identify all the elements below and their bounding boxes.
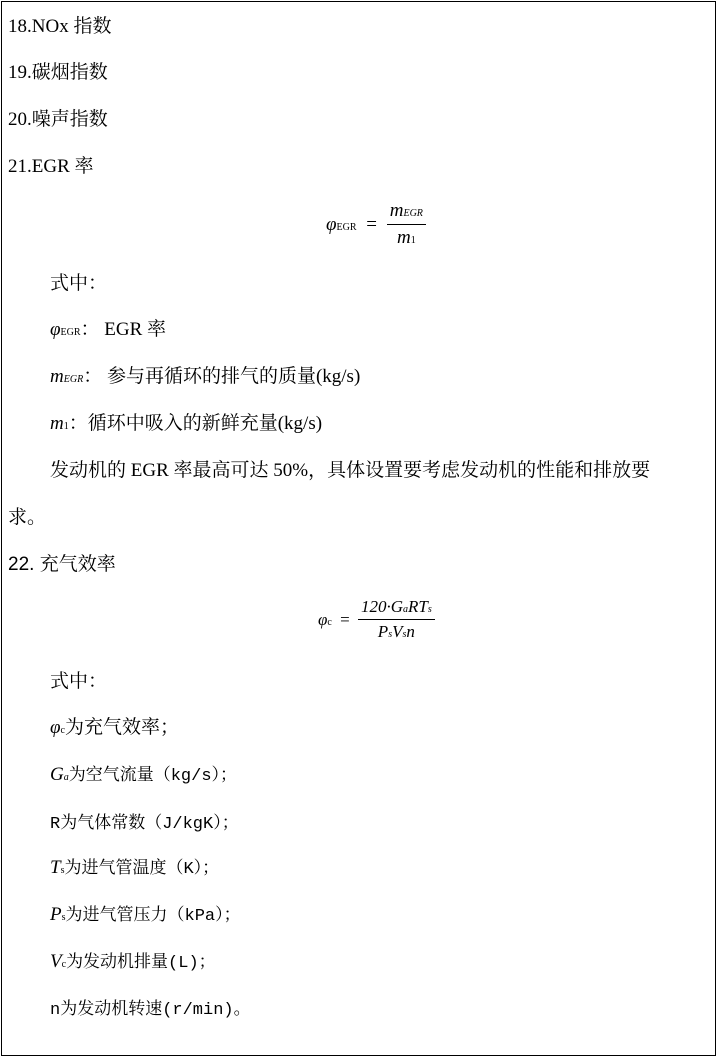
charge-def-displacement-symbol: V [50,951,62,972]
charge-def-gas-constant-text: 为气体常数（J/kgK）； [60,815,239,834]
charge-def-intake-pressure-text: 为进气管压力（kPa）； [65,907,241,926]
egr-def-rate [50,319,166,344]
egr-def-rate-sub: EGR [60,327,81,338]
egr-note-line2: 求。 [8,507,47,528]
charge-formula-den-n: n [406,622,415,641]
charge-def-airflow-symbol: G [50,764,64,785]
charge-formula: φc = $\frac{\text{120·GaRTs}}{\text{PsVsn}}$ [318,597,435,642]
charge-def-efficiency [50,717,179,742]
charge-def-intake-pressure-sub: s [61,912,66,923]
heading-nox-index: 18.NOx 指数 [8,16,112,37]
egr-def-fresh-sub: 1 [63,421,69,432]
charge-def-displacement-text: 为发动机排量(L)； [66,954,216,973]
charge-def-airflow [50,764,237,789]
charge-formula-den-sub-s2: s [402,629,407,640]
charge-def-airflow-text: 为空气流量（kg/s）； [68,767,238,786]
charge-def-intake-pressure-symbol: P [50,904,62,925]
charge-formula-den-v: V [392,622,403,641]
charge-def-displacement [50,951,216,976]
egr-def-fresh-text: ：循环中吸入的新鲜充量(kg/s) [68,413,323,434]
egr-def-mass-text: ： 参与再循环的排气的质量(kg/s) [83,366,361,387]
charge-def-efficiency-sub: c [60,725,65,736]
charge-def-efficiency-text: 为充气效率； [64,717,179,738]
charge-def-intake-temp [50,857,219,882]
heading-soot-index: 19.碳烟指数 [8,62,108,83]
charge-def-intake-pressure [50,904,241,929]
charge-def-engine-speed-text: 为发动机转速(r/min)。 [60,1001,251,1020]
egr-formula-den: m [396,227,411,248]
charge-formula-num-rt: RT [407,597,428,616]
egr-def-fresh-symbol: m [50,413,64,434]
charge-formula-den-sub-s1: s [388,629,393,640]
charge-where-label: 式中： [50,671,108,692]
charge-formula-lhs-sub: c [327,616,332,628]
egr-formula-lhs-sub: EGR [336,221,357,233]
egr-def-rate-symbol: φ [50,319,61,340]
egr-formula-num: m [389,200,404,221]
charge-def-intake-temp-text: 为进气管温度（K）； [64,860,220,879]
egr-def-fresh-charge [50,413,322,438]
egr-def-mass-sub: EGR [63,374,84,385]
charge-def-gas-constant-symbol: R [50,815,61,834]
egr-formula-lhs: φ [326,213,337,235]
charge-formula-lhs: φ [318,609,328,629]
charge-formula-num-sub-a: a [402,604,408,615]
charge-def-displacement-sub: c [61,959,67,970]
charge-formula-num-sub-s: s [427,604,432,615]
charge-def-intake-temp-sub: s [60,865,65,876]
egr-def-rate-text: ： EGR 率 [80,319,167,340]
egr-def-mass-symbol: m [50,366,64,387]
heading-egr-rate: 21.EGR 率 [8,156,94,177]
egr-formula-den-sub: 1 [410,235,416,246]
heading-charge-efficiency: 22. 充气效率 [8,554,116,575]
charge-def-engine-speed-symbol: n [50,1001,61,1020]
egr-formula-num-sub: EGR [403,208,423,219]
page-border [1,1,716,1056]
egr-note-line1: 发动机的 EGR 率最高可达 50%，具体设置要考虑发动机的性能和排放要 [50,460,651,481]
heading-noise-index: 20.噪声指数 [8,109,108,130]
charge-def-airflow-sub: a [63,772,69,783]
charge-def-gas-constant [50,812,239,836]
egr-def-mass [50,366,360,391]
charge-def-intake-temp-symbol: T [50,857,61,878]
egr-formula: φEGR = $\frac{\text{mEGR}}{m1}$ [326,200,426,249]
egr-where-label: 式中： [50,273,108,294]
charge-formula-num: 120·G [360,597,403,616]
charge-def-efficiency-symbol: φ [50,717,61,738]
charge-formula-den-p: P [377,622,389,641]
charge-def-engine-speed [50,998,251,1022]
